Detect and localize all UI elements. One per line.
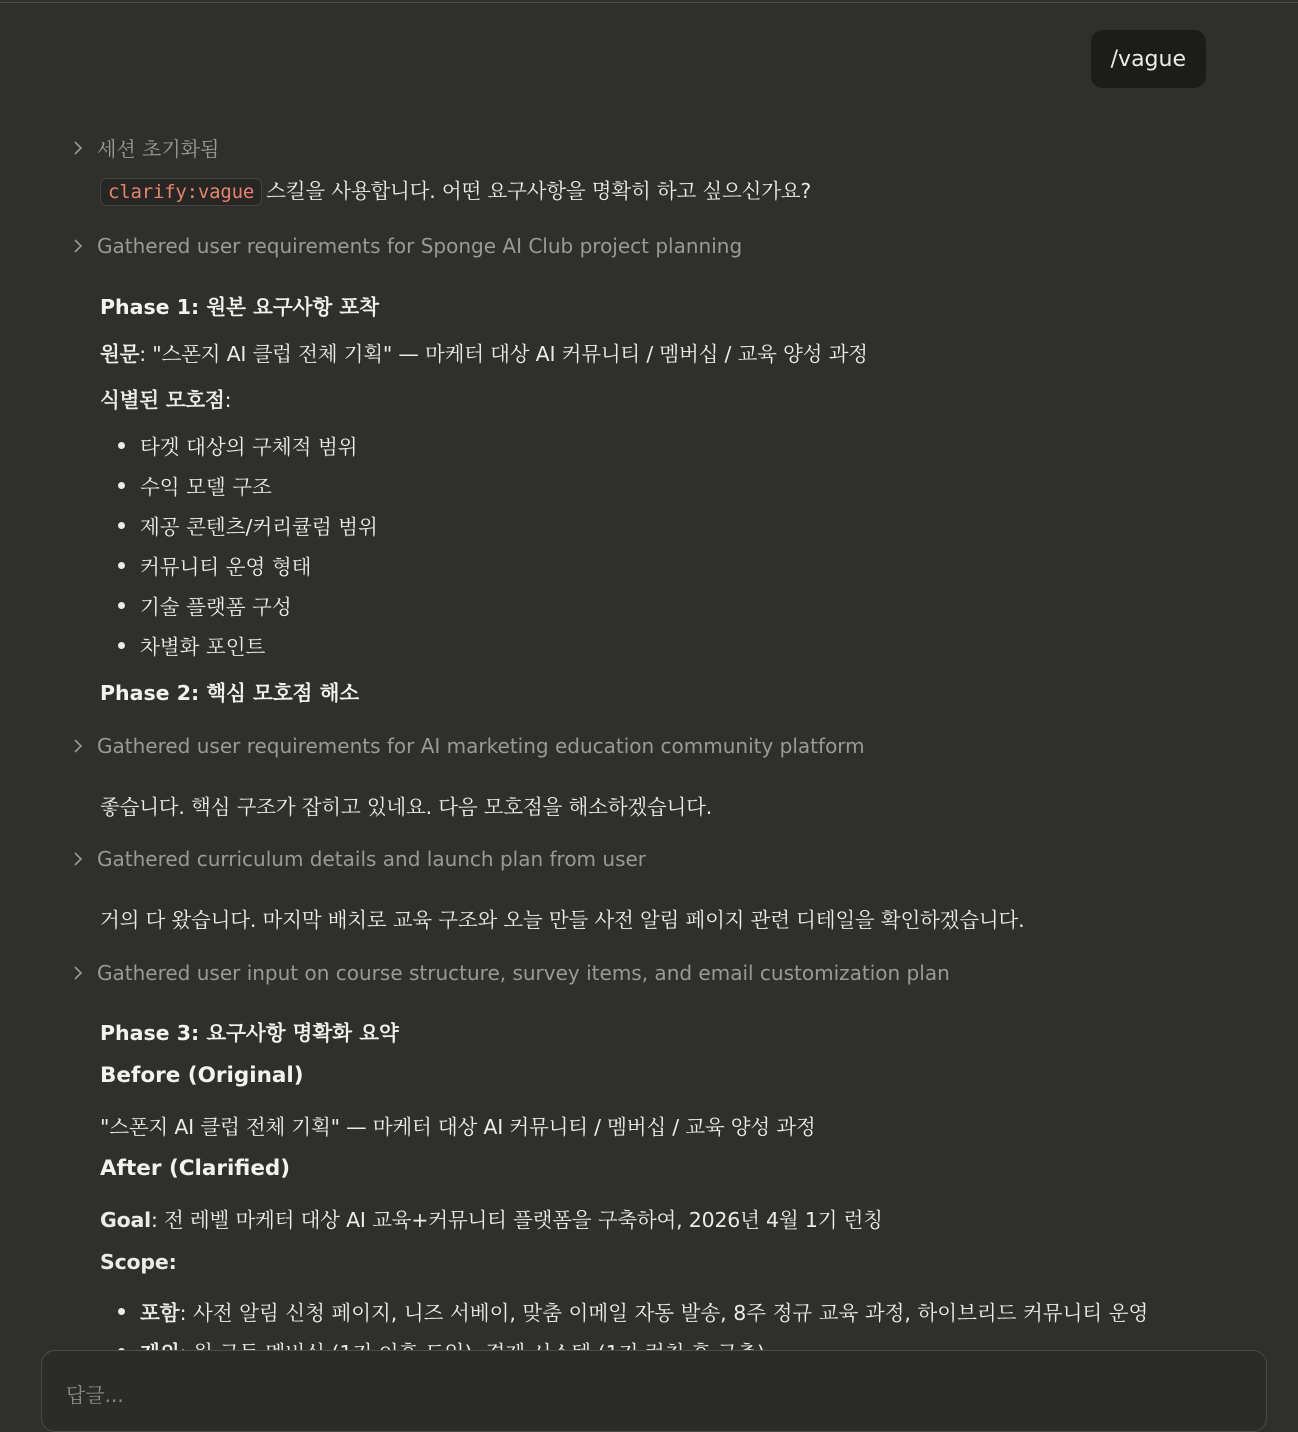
- before-text: "스폰지 AI 클럽 전체 기획" — 마케터 대상 AI 커뮤니티 / 멤버십 / 교육 양성 과정: [100, 1115, 816, 1139]
- phase3-heading: [100, 1016, 399, 1046]
- tool-summary-toggle-2[interactable]: [70, 734, 865, 758]
- bullet-dot: [118, 562, 125, 569]
- phase3-title: 요구사항 명확화 요약: [206, 1021, 399, 1045]
- chevron-right-icon: [70, 738, 86, 754]
- list-item: [118, 510, 378, 540]
- phase3-prefix: Phase 3:: [100, 1021, 200, 1045]
- list-item: [118, 630, 265, 660]
- list-item-text: 기술 플랫폼 구성: [140, 595, 292, 619]
- skill-text: 스킬을 사용합니다. 어떤 요구사항을 명확히 하고 싶으신가요?: [266, 179, 812, 203]
- ambiguity-label: 식별된 모호점: [100, 388, 225, 412]
- phase2-heading: [100, 676, 359, 706]
- list-item-text: 커뮤니티 운영 형태: [140, 555, 312, 579]
- bullet-dot: [118, 642, 125, 649]
- original-label: 원문: [100, 342, 140, 366]
- original-line: [100, 337, 868, 367]
- phase1-prefix: Phase 1:: [100, 295, 200, 319]
- scope-label: Scope:: [100, 1250, 177, 1274]
- skill-code: clarify:vague: [100, 178, 262, 206]
- chevron-right-icon: [70, 851, 86, 867]
- tool-summary-label: Gathered user input on course structure, survey items, and email customization plan: [97, 961, 950, 985]
- phase2-title: 핵심 모호점 해소: [206, 681, 360, 705]
- list-item: [118, 590, 292, 620]
- chevron-right-icon: [70, 238, 86, 254]
- original-text: : "스폰지 AI 클럽 전체 기획" — 마케터 대상 AI 커뮤니티 / 멤버십 / 교육 양성 과정: [139, 342, 868, 366]
- user-message-bubble: [1091, 30, 1206, 88]
- tool-summary-label: Gathered user requirements for Sponge AI Club project planning: [97, 234, 743, 258]
- list-item-text: 타겟 대상의 구체적 범위: [140, 435, 358, 459]
- user-message-text: /vague: [1110, 46, 1186, 72]
- bullet-dot: [118, 522, 125, 529]
- reply-placeholder: 답글...: [66, 1383, 124, 1407]
- bullet-dot: [118, 602, 125, 609]
- list-item: [118, 430, 358, 460]
- goal-label: Goal: [100, 1208, 151, 1232]
- phase1-title: 원본 요구사항 포착: [206, 295, 380, 319]
- session-reset-label: 세션 초기화됨: [97, 137, 220, 161]
- reply-input[interactable]: [41, 1350, 1267, 1432]
- list-item: [118, 1296, 1148, 1326]
- chevron-right-icon: [70, 965, 86, 981]
- after-heading: After (Clarified): [100, 1156, 291, 1181]
- phase2-prefix: Phase 2:: [100, 681, 200, 705]
- assistant-message-1: 좋습니다. 핵심 구조가 잡히고 있네요. 다음 모호점을 해소하겠습니다.: [100, 795, 713, 819]
- tool-summary-label: Gathered user requirements for AI marketing education community platform: [97, 734, 865, 758]
- goal-text: : 전 레벨 마케터 대상 AI 교육+커뮤니티 플랫폼을 구축하여, 2026년 4월 1기 런칭: [150, 1208, 883, 1232]
- tool-summary-label: Gathered curriculum details and launch plan from user: [97, 847, 647, 871]
- bullet-dot: [118, 482, 125, 489]
- list-item: [118, 470, 272, 500]
- tool-summary-toggle-3[interactable]: [70, 847, 646, 871]
- bullet-dot: [118, 442, 125, 449]
- skill-message: [100, 174, 811, 204]
- list-item: [118, 550, 311, 580]
- tool-summary-toggle-4[interactable]: [70, 961, 950, 985]
- ambiguity-colon: :: [224, 388, 232, 412]
- scope-item-label: 포함: [140, 1301, 180, 1325]
- session-reset-toggle[interactable]: [70, 133, 219, 162]
- tool-summary-toggle-1[interactable]: [70, 234, 742, 258]
- ambiguity-heading: [100, 383, 231, 413]
- assistant-message-2: 거의 다 왔습니다. 마지막 배치로 교육 구조와 오늘 만들 사전 알림 페이지 관련 디테일을 확인하겠습니다.: [100, 908, 1025, 932]
- scope-item-text: : 사전 알림 신청 페이지, 니즈 서베이, 맞춤 이메일 자동 발송, 8주 정규 교육 과정, 하이브리드 커뮤니티 운영: [179, 1301, 1149, 1325]
- chevron-right-icon: [70, 140, 86, 156]
- goal-line: [100, 1203, 883, 1233]
- before-heading: Before (Original): [100, 1063, 304, 1088]
- list-item-text: 차별화 포인트: [140, 635, 266, 659]
- bullet-dot: [118, 1308, 125, 1315]
- list-item-text: 수익 모델 구조: [140, 475, 272, 499]
- phase1-heading: [100, 290, 379, 320]
- list-item-text: 제공 콘텐츠/커리큘럼 범위: [140, 515, 378, 539]
